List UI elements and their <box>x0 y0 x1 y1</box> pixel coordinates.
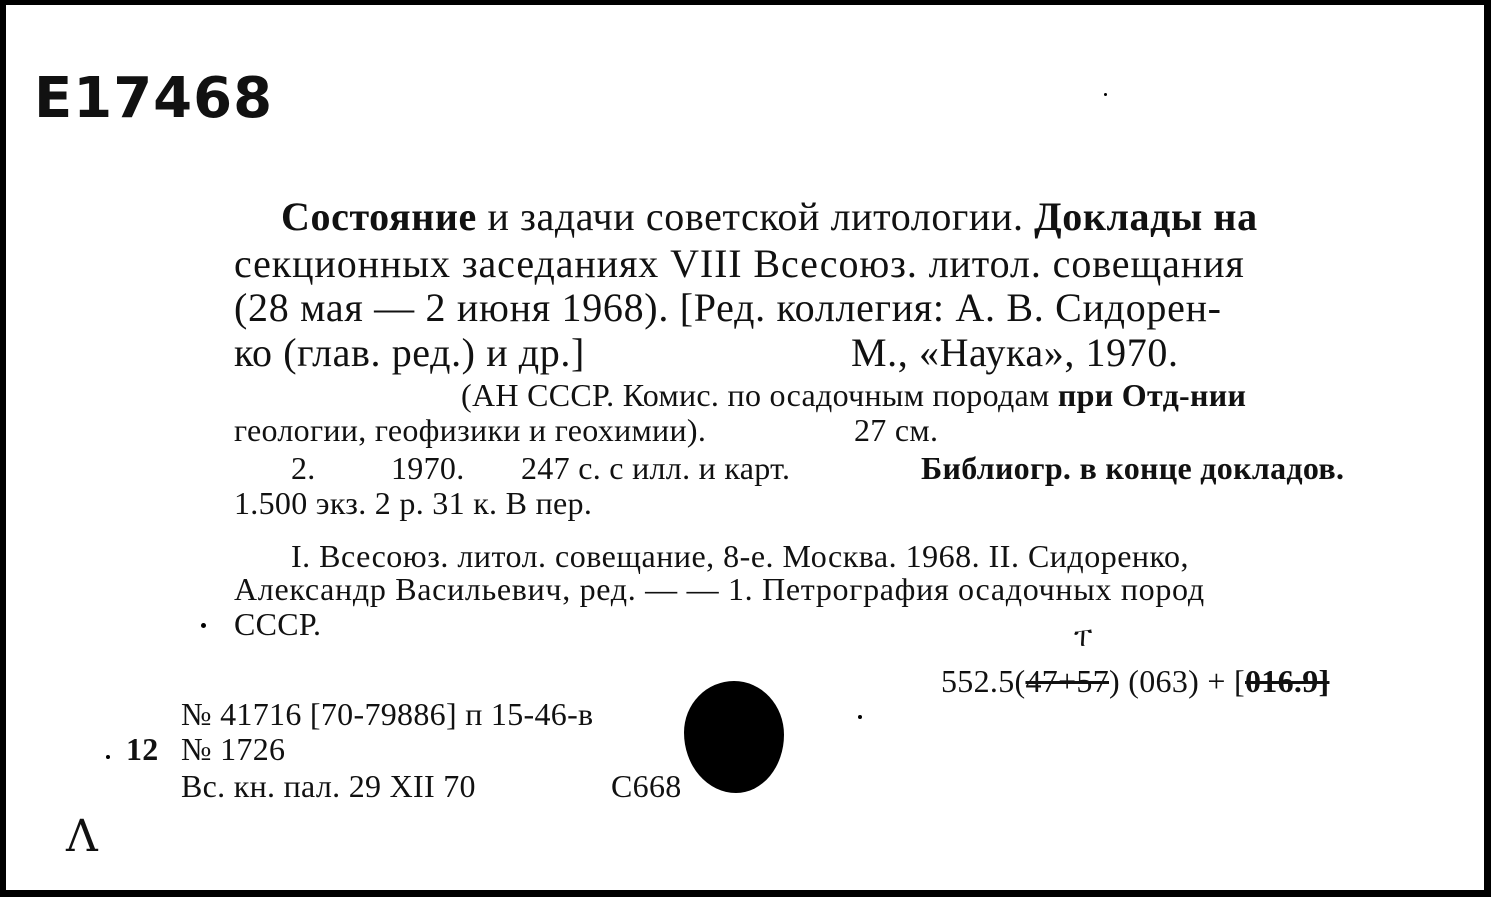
tracing-line-1: I. Всесоюз. литол. совещание, 8-е. Москва. 1968. II. Сидоренко, <box>291 538 1189 574</box>
udc-struck-1: 47+57 <box>1025 663 1110 699</box>
dot-mark <box>201 623 206 628</box>
udc-part-b: ) (063) + [ <box>1109 663 1245 699</box>
title-line-4-left: ко (глав. ред.) и др.] <box>234 330 585 375</box>
tracing-line-2: Александр Васильевич, ред. — — 1. Петрография осадочных пород <box>234 571 1205 607</box>
pagination: 247 с. с илл. и карт. <box>521 450 791 486</box>
title-line-2: секционных заседаниях VIII Всесоюз. литол. совещания <box>234 241 1245 286</box>
udc-classification <box>941 665 1329 697</box>
tracing-line-3: СССР. <box>234 606 322 642</box>
title-line-3: (28 мая — 2 июня 1968). [Ред. коллегия: А. В. Сидорен- <box>234 285 1222 330</box>
title-line-1 <box>281 194 1258 239</box>
series-line-1-a: (АН СССР. Комис. по осадочным породам <box>461 377 1050 413</box>
udc-struck-2: 016.9] <box>1245 663 1330 699</box>
title-line-1-end: Доклады на <box>1023 194 1258 239</box>
dimensions: 27 см. <box>854 412 939 448</box>
title-heading-word: Состояние <box>281 194 477 239</box>
udc-part-a: 552.5( <box>941 663 1026 699</box>
bibliography-note: Библиогр. в конце докладов. <box>921 450 1345 486</box>
date-line: Вс. кн. пал. 29 XII 70 <box>181 768 476 804</box>
udc-handwritten-mark: ፐ <box>1074 623 1093 652</box>
order-number-line: № 41716 [70-79886] п 15-46-в <box>181 696 594 732</box>
dot-mark <box>858 715 862 719</box>
volume-year: 1970. <box>391 450 465 486</box>
card-code: С668 <box>611 768 682 804</box>
series-line-2-a: геологии, геофизики и геохимии). <box>234 412 707 448</box>
dot-mark <box>106 755 110 759</box>
volume-number: 2. <box>291 450 316 486</box>
series-line-1-b: при Отд-нии <box>1049 377 1247 413</box>
series-line-1 <box>461 379 1246 411</box>
ink-blot <box>684 681 784 793</box>
call-number: E17468 <box>34 66 274 131</box>
imprint: М., «Наука», 1970. <box>851 330 1179 375</box>
count-prefix: 12 <box>126 731 159 767</box>
count-line: № 1726 <box>181 731 286 767</box>
handwritten-mark: Λ <box>66 811 98 862</box>
dot-mark <box>1104 93 1107 96</box>
print-run-price: 1.500 экз. 2 р. 31 к. В пер. <box>234 485 593 521</box>
title-line-1-rest: и задачи советской литологии. <box>476 194 1024 239</box>
